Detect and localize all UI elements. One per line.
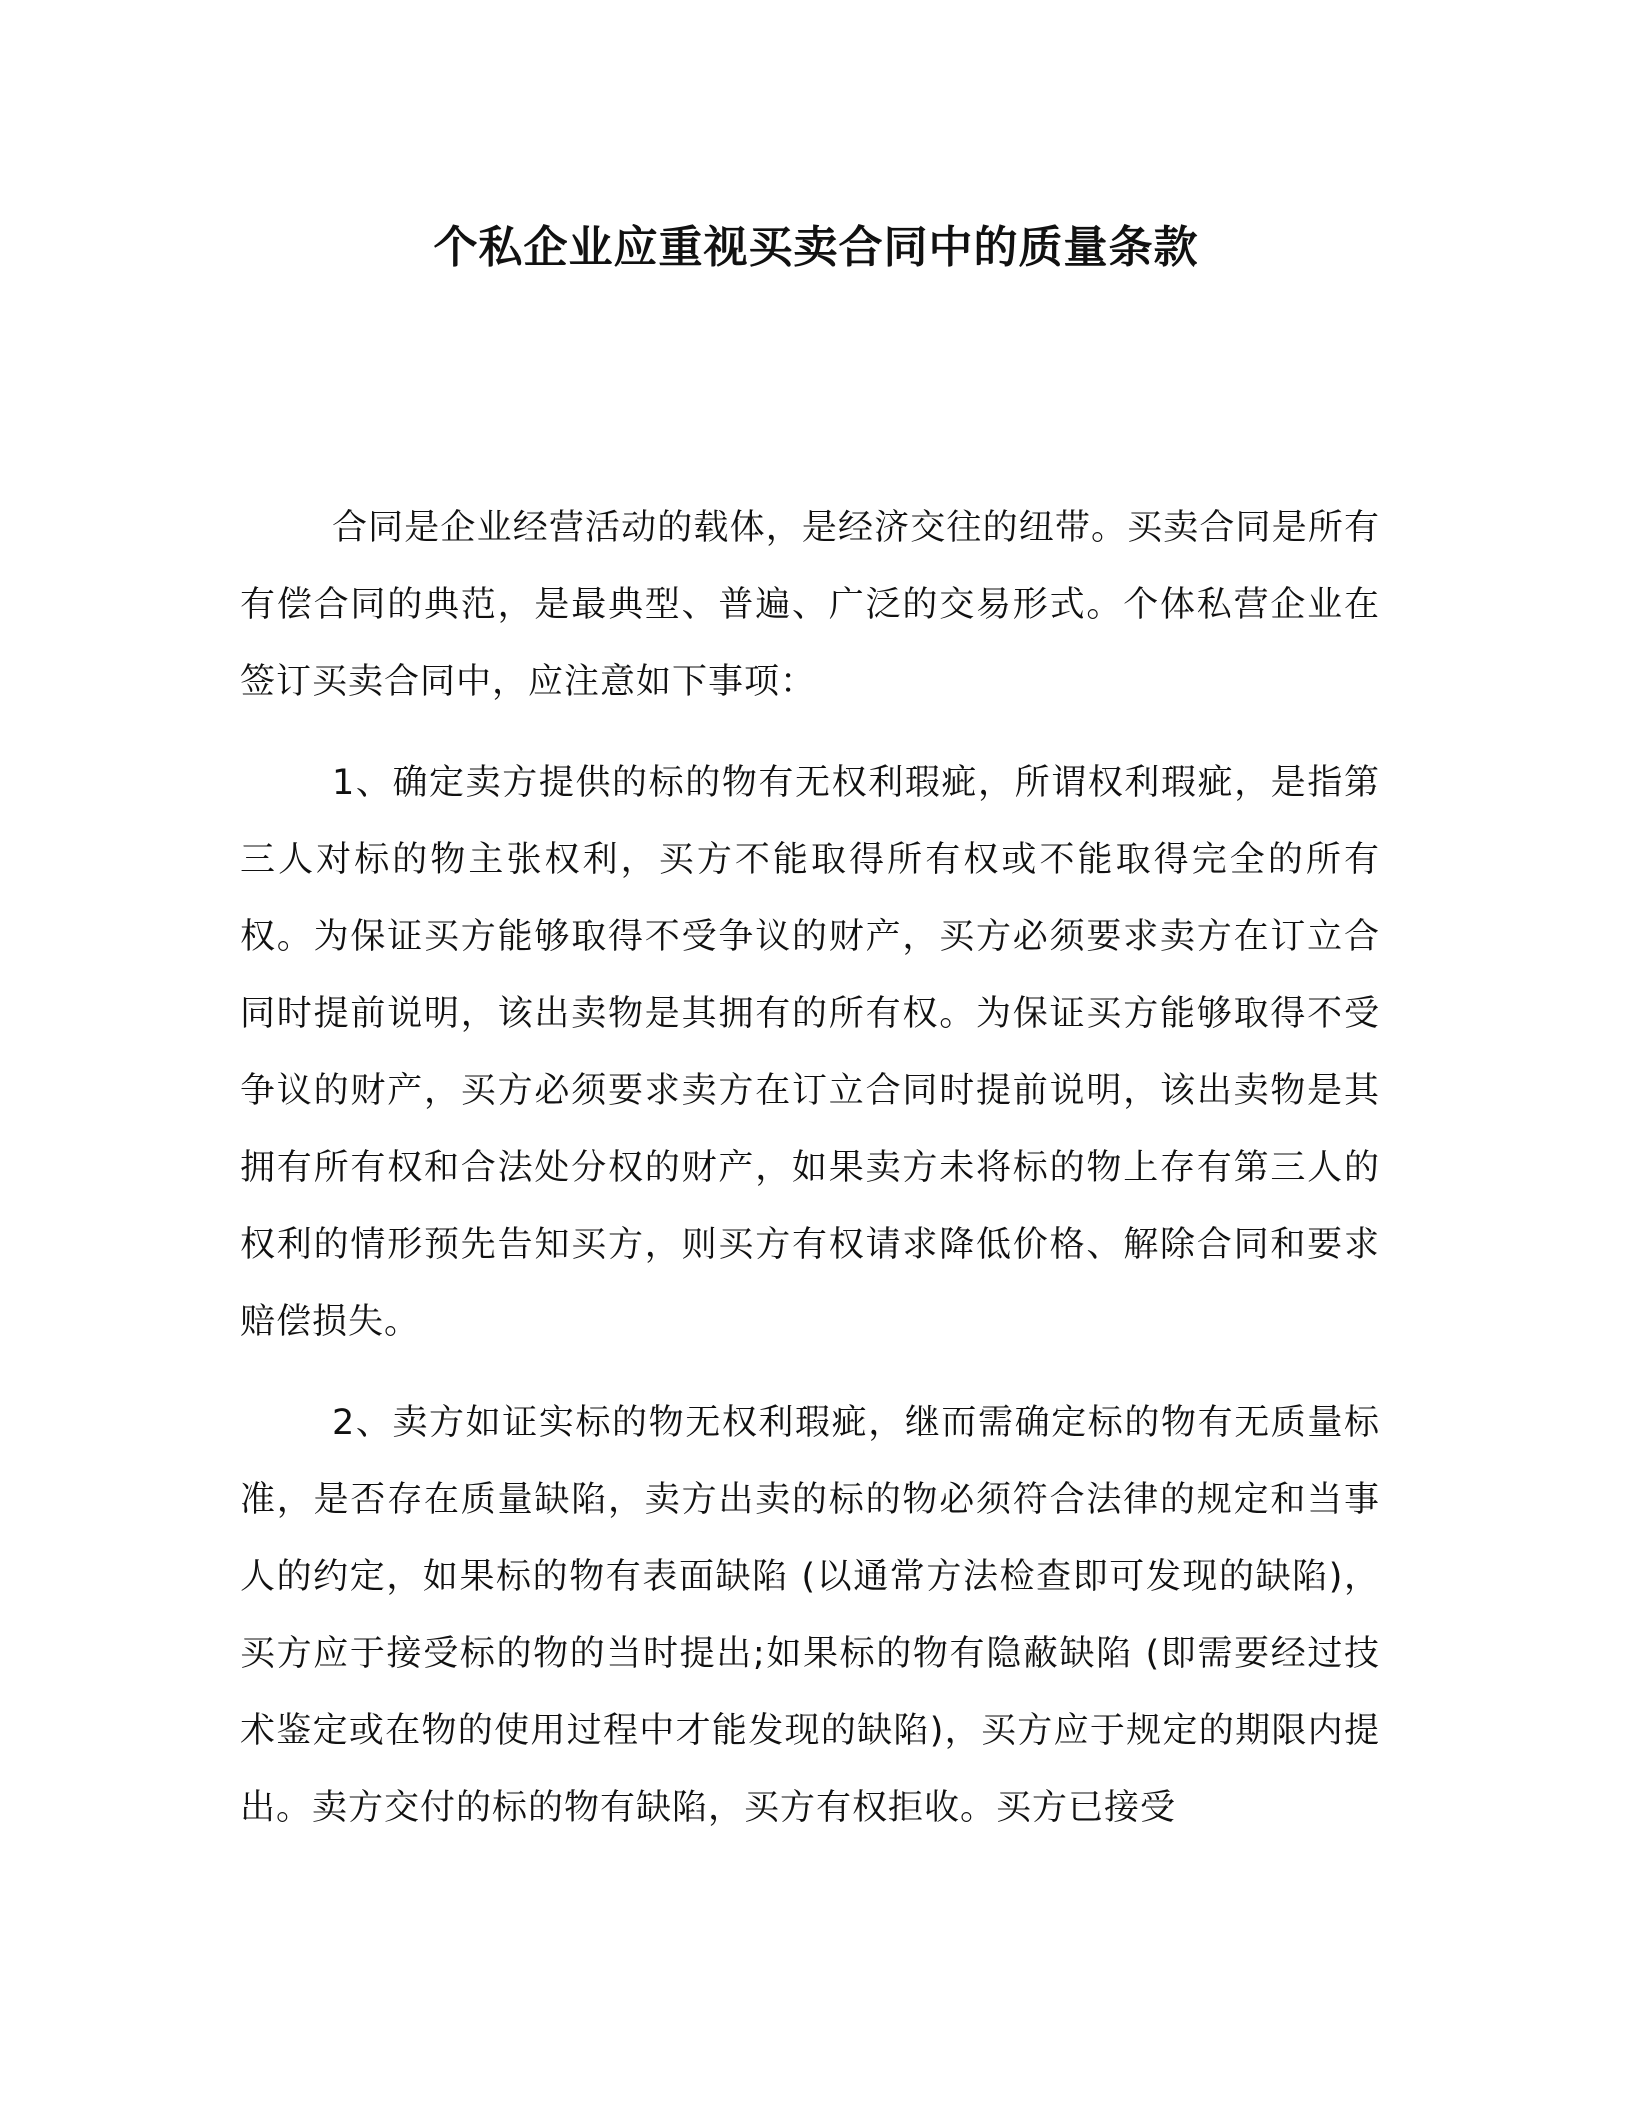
paragraph-item-2: 2、卖方如证实标的物无权利瑕疵，继而需确定标的物有无质量标准，是否存在质量缺陷，卖方出卖的标的物必须符合法律的规定和当事人的约定，如果标的物有表面缺陷 (以通常方法检查即可发现的缺陷)，买方应于接受标的物的当时提出;如果标的物有隐蔽缺陷 (即需要经过技术鉴定或在物的使用过程中才能发现的缺陷)，买方应于规定的期限内提出。卖方交付的标的物有缺陷，买方有权拒收。买方已接受 [240, 1403, 1380, 1828]
document-title: 个私企业应重视买卖合同中的质量条款 [433, 222, 1199, 273]
paragraph-item-1: 1、确定卖方提供的标的物有无权利瑕疵，所谓权利瑕疵，是指第三人对标的物主张权利，买方不能取得所有权或不能取得完全的所有权。为保证买方能够取得不受争议的财产，买方必须要求卖方在订立合同时提前说明，该出卖物是其拥有的所有权。为保证买方能够取得不受争议的财产，买方必须要求卖方在订立合同时提前说明，该出卖物是其拥有所有权和合法处分权的财产，如果卖方未将标的物上存有第三人的权利的情形预先告知买方，则买方有权请求降低价格、解除合同和要求赔偿损失。 [240, 763, 1380, 1342]
paragraph-intro: 合同是企业经营活动的载体，是经济交往的纽带。买卖合同是所有有偿合同的典范，是最典型、普遍、广泛的交易形式。个体私营企业在签订买卖合同中，应注意如下事项： [240, 508, 1380, 702]
document-body [240, 490, 1380, 1847]
